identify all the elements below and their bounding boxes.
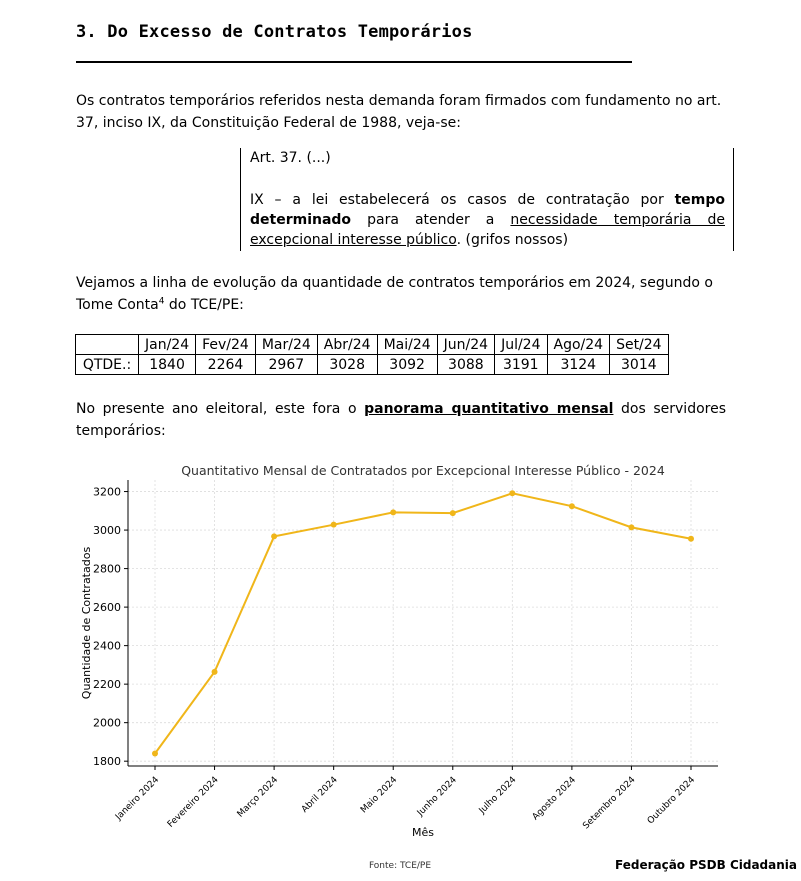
footnote-marker: 4 bbox=[158, 296, 165, 307]
chart-title: Quantitativo Mensal de Contratados por Excepcional Interesse Público - 2024 bbox=[181, 463, 665, 478]
y-tick-label: 1800 bbox=[93, 755, 121, 769]
quote-article: Art. 37. (...) bbox=[250, 150, 331, 166]
evolution-text: Vejamos a linha de evolução da quantidade de contratos temporários em 2024, segundo o Tome Conta bbox=[76, 275, 713, 313]
table-header-cell: Jan/24 bbox=[139, 335, 196, 355]
x-tick-label: Março 2024 bbox=[235, 775, 281, 820]
table-cell: 3088 bbox=[437, 355, 494, 375]
table-cell: 2264 bbox=[196, 355, 256, 375]
quote-clause bbox=[250, 190, 725, 250]
data-point bbox=[450, 510, 456, 516]
electoral-text-b: dos servidores temporários: bbox=[76, 401, 727, 439]
data-point bbox=[331, 522, 337, 528]
y-tick-label: 2600 bbox=[93, 601, 121, 615]
x-tick-label: Abril 2024 bbox=[299, 775, 340, 815]
electoral-highlight: panorama quantitativo mensal bbox=[364, 401, 614, 417]
y-tick-label: 2200 bbox=[93, 678, 121, 692]
table-header-cell: Mai/24 bbox=[377, 335, 437, 355]
x-tick-label: Agosto 2024 bbox=[530, 775, 579, 823]
series-line bbox=[155, 493, 691, 753]
x-tick-label: Maio 2024 bbox=[358, 775, 400, 816]
table-cell: 3124 bbox=[547, 355, 610, 375]
x-tick-label: Outubro 2024 bbox=[645, 775, 698, 827]
chart-source: Fonte: TCE/PE bbox=[368, 861, 432, 871]
table-cell: 3191 bbox=[495, 355, 547, 375]
electoral-paragraph bbox=[76, 398, 726, 442]
data-point bbox=[509, 490, 515, 496]
table-cell: 3014 bbox=[610, 355, 669, 375]
x-tick-label: Junho 2024 bbox=[415, 775, 459, 819]
data-point bbox=[628, 524, 634, 530]
x-axis-label: Mês bbox=[412, 826, 434, 839]
table-row bbox=[76, 355, 669, 375]
data-point bbox=[688, 536, 694, 542]
data-point bbox=[271, 533, 277, 539]
y-tick-label: 3200 bbox=[93, 485, 121, 499]
table-row-label: QTDE.: bbox=[76, 355, 139, 375]
quote-text-a: IX – a lei estabelecerá os casos de contratação por bbox=[250, 192, 675, 208]
table-header-cell: Jul/24 bbox=[495, 335, 547, 355]
title-underline bbox=[76, 61, 632, 63]
x-tick-label: Janeiro 2024 bbox=[113, 775, 162, 823]
intro-paragraph: Os contratos temporários referidos nesta demanda foram firmados com fundamento no art. 37, inciso IX, da Constituição Federal de 1988, veja-se: bbox=[76, 93, 722, 131]
data-point bbox=[212, 669, 218, 675]
table-corner-cell bbox=[76, 335, 139, 355]
quote-text-c: . (grifos nossos) bbox=[456, 232, 569, 248]
y-tick-label: 2800 bbox=[93, 562, 121, 576]
x-tick-label: Fevereiro 2024 bbox=[165, 775, 221, 830]
table-header-cell: Abr/24 bbox=[317, 335, 377, 355]
table-header-cell: Jun/24 bbox=[437, 335, 494, 355]
quote-underlined: necessidade temporária de excepcional interesse público bbox=[250, 212, 725, 248]
quote-bold: tempo determinado bbox=[250, 192, 725, 228]
y-tick-label: 3000 bbox=[93, 524, 121, 538]
table-header-cell: Ago/24 bbox=[547, 335, 610, 355]
electoral-text-a: No presente ano eleitoral, este fora o bbox=[76, 401, 365, 417]
table-cell: 3092 bbox=[377, 355, 437, 375]
quote-text-b: para atender a bbox=[351, 212, 511, 228]
section-title: 3. Do Excesso de Contratos Temporários bbox=[76, 22, 473, 42]
table-header-cell: Mar/24 bbox=[255, 335, 317, 355]
data-point bbox=[152, 750, 158, 756]
monthly-contracts-line-chart bbox=[0, 455, 801, 875]
constitution-quote bbox=[240, 148, 734, 251]
x-tick-label: Setembro 2024 bbox=[581, 775, 638, 832]
table-header-cell: Set/24 bbox=[610, 335, 669, 355]
y-axis-label: Quantidade de Contratados bbox=[80, 546, 93, 700]
footer-signature: Federação PSDB Cidadania bbox=[615, 858, 797, 872]
y-tick-label: 2400 bbox=[93, 639, 121, 653]
data-point bbox=[569, 503, 575, 509]
x-tick-label: Julho 2024 bbox=[477, 775, 519, 816]
table-cell: 3028 bbox=[317, 355, 377, 375]
evolution-paragraph bbox=[76, 272, 726, 316]
evolution-text-end: do TCE/PE: bbox=[164, 297, 244, 313]
table-header-cell: Fev/24 bbox=[196, 335, 256, 355]
monthly-count-table bbox=[75, 334, 669, 375]
data-point bbox=[390, 509, 396, 515]
table-header-row bbox=[76, 335, 669, 355]
table-cell: 2967 bbox=[255, 355, 317, 375]
y-tick-label: 2000 bbox=[93, 716, 121, 730]
table-cell: 1840 bbox=[139, 355, 196, 375]
